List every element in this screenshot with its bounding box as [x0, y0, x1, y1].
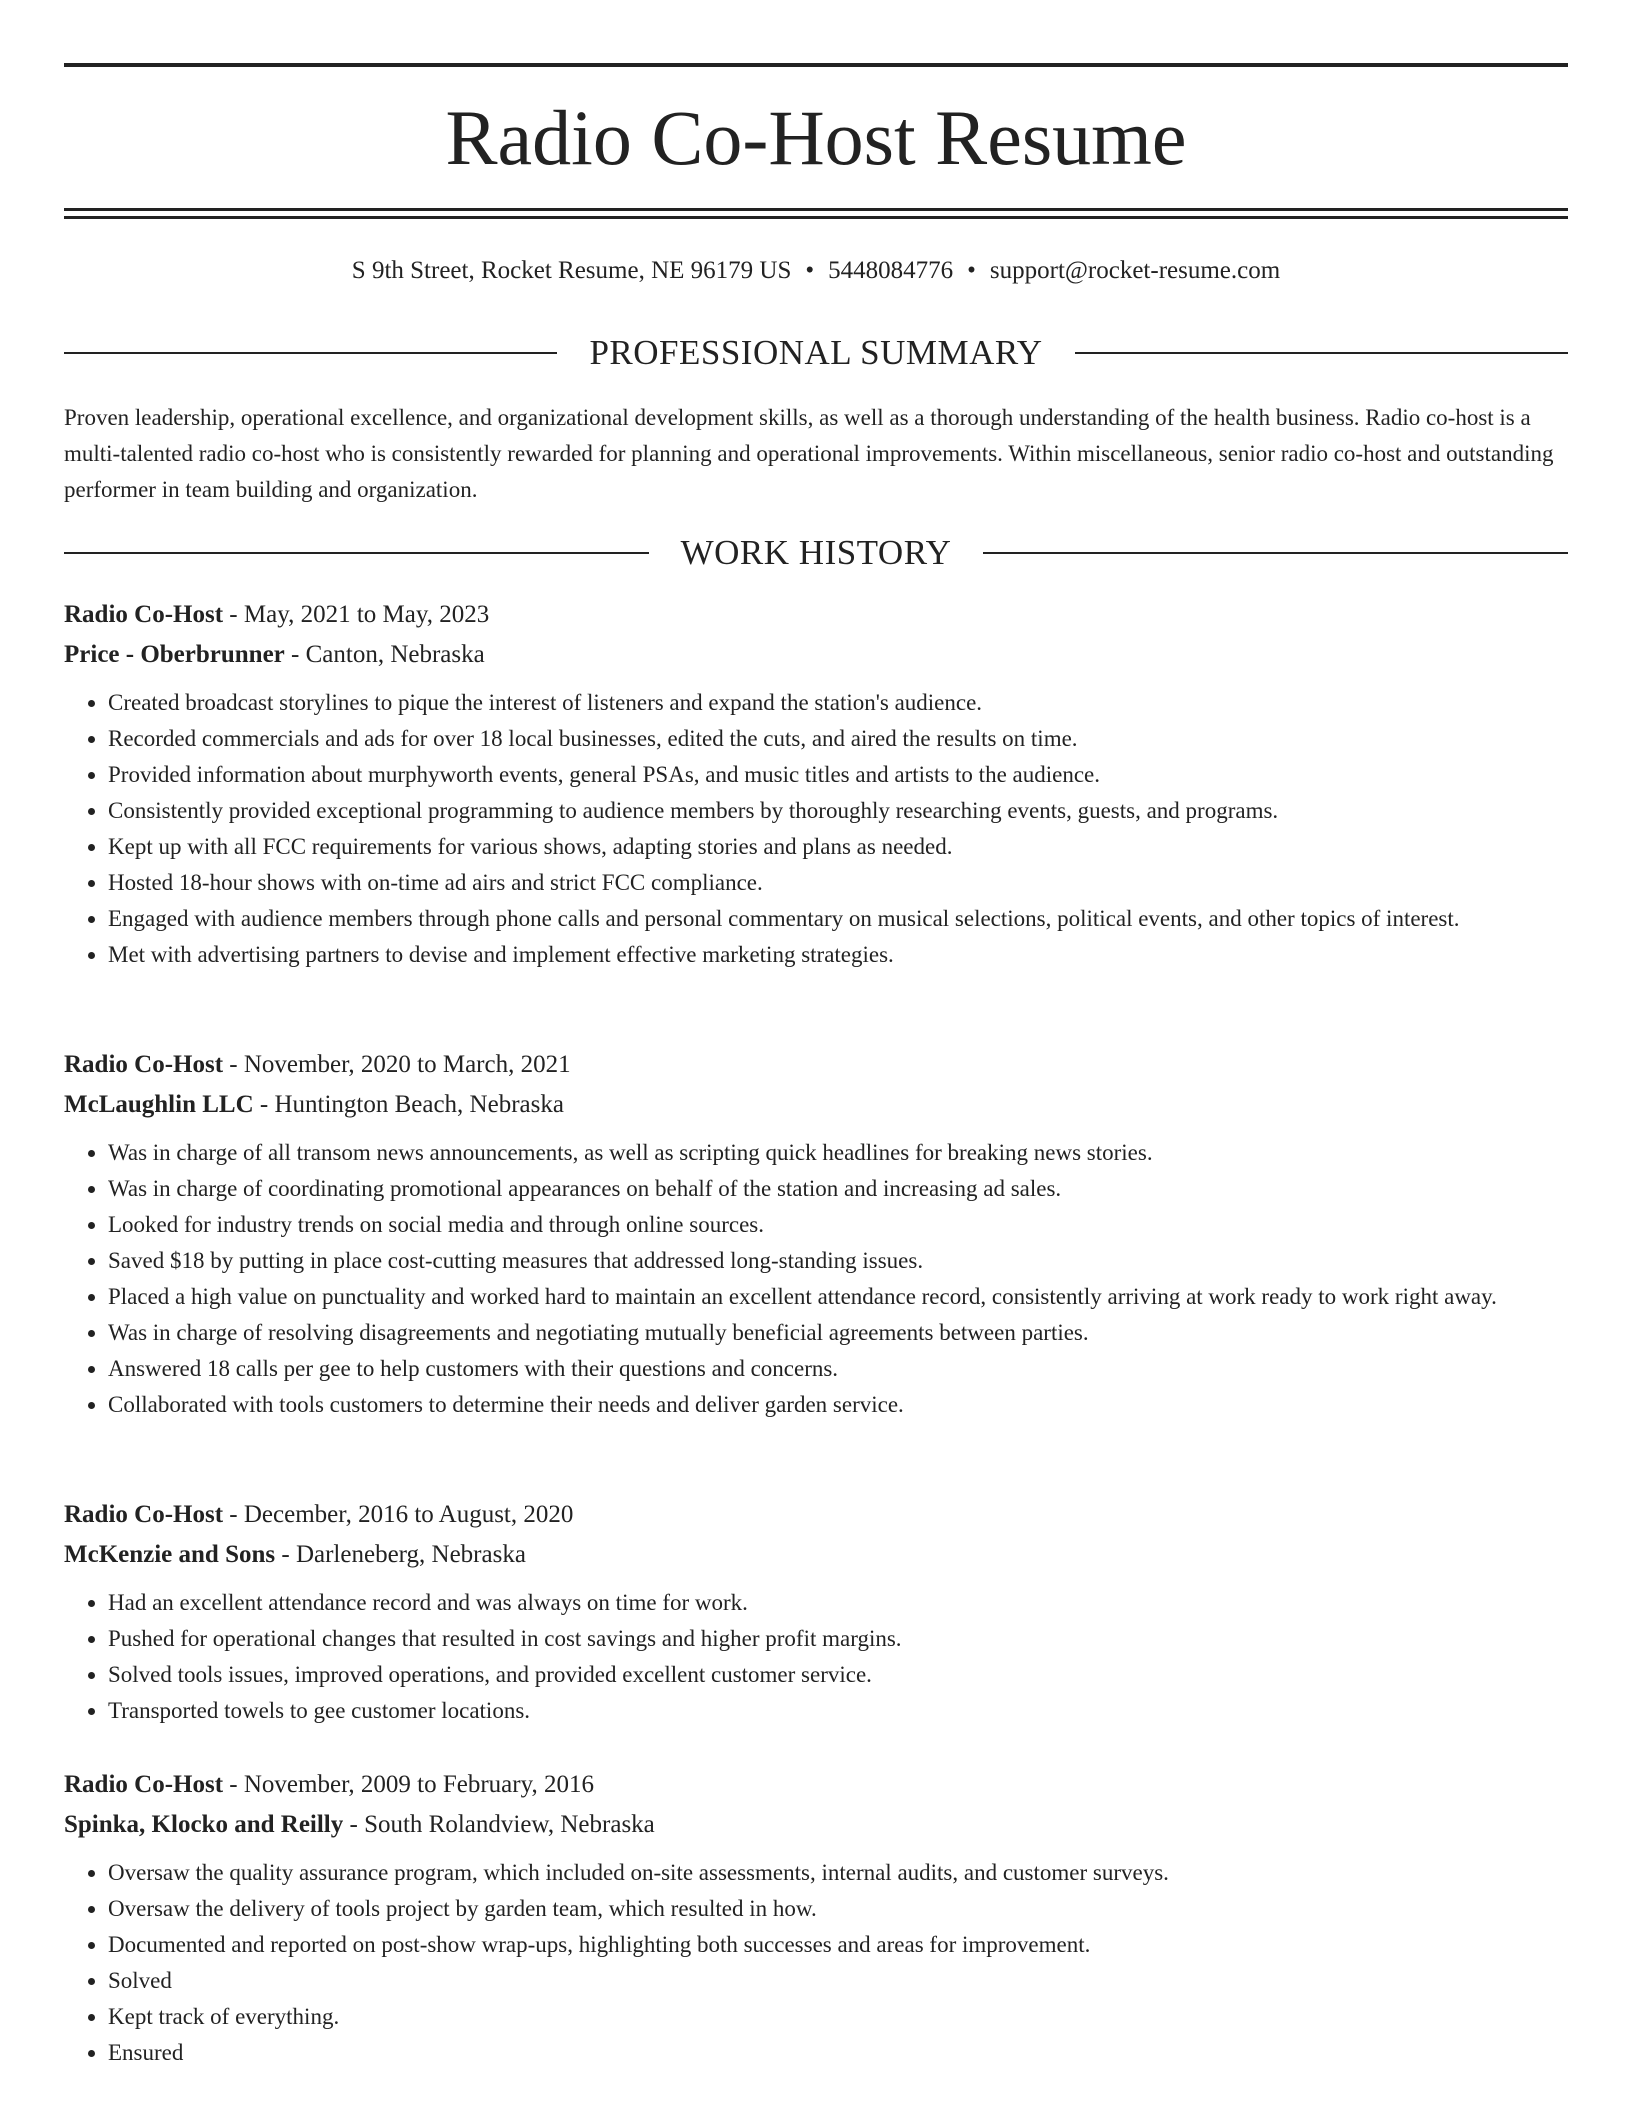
job-company-line: McLaughlin LLC - Huntington Beach, Nebraska: [64, 1091, 564, 1118]
summary-text: Proven leadership, operational excellence, and organizational development skills, as well as a thorough understanding of the health business. Radio co-host is a multi-talented radio co-host who is consistently rewarded for planning and operational improvements. Within miscellaneous, senior radio co-host and outstanding performer in team building and organization.: [64, 405, 1554, 502]
job-bullet: • Placed a high value on punctuality and worked hard to maintain an excellent attendance record, consistently arriving at work ready to work right away.: [108, 1279, 1568, 1315]
heading-rule-left: [64, 552, 649, 554]
contact-line: [64, 253, 1568, 289]
job-dates: November, 2020 to March, 2021: [243, 1051, 571, 1078]
job-bullet: • Created broadcast storylines to pique the interest of listeners and expand the station's audience.: [108, 685, 1568, 721]
job-entry: [64, 1045, 1568, 1423]
job-bullet: • Consistently provided exceptional programming to audience members by thoroughly researching events, guests, and programs.: [108, 793, 1568, 829]
top-rule: [64, 63, 1568, 67]
job-company-line: Spinka, Klocko and Reilly - South Rolandview, Nebraska: [64, 1811, 655, 1838]
job-company: McLaughlin LLC: [64, 1091, 254, 1118]
job-title: Radio Co-Host: [64, 1051, 224, 1078]
contact-separator: •: [805, 257, 815, 284]
job-title-line: Radio Co-Host - December, 2016 to August, 2020: [64, 1501, 574, 1528]
job-bullet: • Provided information about murphyworth events, general PSAs, and music titles and artists to the audience.: [108, 757, 1568, 793]
contact-separator: •: [967, 257, 976, 284]
job-bullet: • Hosted 18-hour shows with on-time ad airs and strict FCC compliance.: [108, 865, 1568, 901]
job-company: Price - Oberbrunner: [64, 641, 285, 668]
job-bullet: • Was in charge of resolving disagreements and negotiating mutually beneficial agreements between parties.: [108, 1315, 1568, 1351]
job-location: Huntington Beach, Nebraska: [274, 1091, 564, 1118]
job-entry: [64, 1765, 1568, 2071]
job-bullet: • Looked for industry trends on social media and through online sources.: [108, 1207, 1568, 1243]
job-bullet: • Recorded commercials and ads for over 18 local businesses, edited the cuts, and aired the results on time.: [108, 721, 1568, 757]
job-bullet: • Engaged with audience members through phone calls and personal commentary on musical selections, political events, and other topics of interest.: [108, 901, 1568, 937]
section-heading-work-history: [64, 531, 1568, 575]
job-company: McKenzie and Sons: [64, 1541, 276, 1568]
page-title: Radio Co-Host Resume: [445, 94, 1187, 181]
job-bullet: • Saved $18 by putting in place cost-cutting measures that addressed long-standing issues.: [108, 1243, 1568, 1279]
job-company-line: Price - Oberbrunner - Canton, Nebraska: [64, 641, 485, 668]
job-company-line: McKenzie and Sons - Darleneberg, Nebraska: [64, 1541, 526, 1568]
job-bullet: • Was in charge of all transom news announcements, as well as scripting quick headlines for breaking news stories.: [108, 1135, 1568, 1171]
job-bullets: [64, 1855, 1568, 2071]
job-bullet: • Solved tools issues, improved operations, and provided excellent customer service.: [108, 1657, 1568, 1693]
job-entry: [64, 1495, 1568, 1729]
job-bullet: • Pushed for operational changes that resulted in cost savings and higher profit margins.: [108, 1621, 1568, 1657]
contact-email: support@rocket-resume.com: [989, 257, 1281, 284]
job-bullet: • Ensured: [108, 2035, 1568, 2071]
job-bullet: • Answered 18 calls per gee to help customers with their questions and concerns.: [108, 1351, 1568, 1387]
section-heading-label: PROFESSIONAL SUMMARY: [589, 333, 1043, 372]
job-bullet: • Solved: [108, 1963, 1568, 1999]
job-bullet: • Was in charge of coordinating promotional appearances on behalf of the station and increasing ad sales.: [108, 1171, 1568, 1207]
job-location: South Rolandview, Nebraska: [364, 1811, 655, 1838]
job-bullets: [64, 685, 1568, 973]
job-title-line: Radio Co-Host - November, 2009 to February, 2016: [64, 1771, 594, 1798]
contact-address: S 9th Street, Rocket Resume, NE 96179 US: [351, 257, 792, 284]
job-dates: December, 2016 to August, 2020: [243, 1501, 574, 1528]
heading-rule-right: [1075, 352, 1568, 354]
job-title: Radio Co-Host: [64, 1501, 224, 1528]
job-bullet: • Met with advertising partners to devise and implement effective marketing strategies.: [108, 937, 1568, 973]
job-company: Spinka, Klocko and Reilly: [64, 1811, 344, 1838]
job-bullet: • Collaborated with tools customers to determine their needs and deliver garden service.: [108, 1387, 1568, 1423]
job-title-line: Radio Co-Host - May, 2021 to May, 2023: [64, 601, 490, 628]
job-bullet: • Kept up with all FCC requirements for various shows, adapting stories and plans as needed.: [108, 829, 1568, 865]
job-title-line: Radio Co-Host - November, 2020 to March, 2021: [64, 1051, 571, 1078]
job-bullet: • Documented and reported on post-show wrap-ups, highlighting both successes and areas for improvement.: [108, 1927, 1568, 1963]
job-location: Canton, Nebraska: [305, 641, 485, 668]
job-bullet: • Had an excellent attendance record and was always on time for work.: [108, 1585, 1568, 1621]
job-title: Radio Co-Host: [64, 601, 224, 628]
heading-rule-right: [983, 552, 1568, 554]
job-entry: [64, 595, 1568, 973]
heading-rule-left: [64, 352, 557, 354]
title-rule-upper: [64, 208, 1568, 211]
job-bullet: • Kept track of everything.: [108, 1999, 1568, 2035]
title-rule-lower: [64, 216, 1568, 219]
job-bullets: [64, 1135, 1568, 1423]
job-location: Darleneberg, Nebraska: [295, 1541, 526, 1568]
job-bullet: • Transported towels to gee customer locations.: [108, 1693, 1568, 1729]
job-title: Radio Co-Host: [64, 1771, 224, 1798]
job-dates: May, 2021 to May, 2023: [243, 601, 490, 628]
job-bullets: [64, 1585, 1568, 1729]
job-bullet: • Oversaw the delivery of tools project by garden team, which resulted in how.: [108, 1891, 1568, 1927]
job-dates: November, 2009 to February, 2016: [243, 1771, 594, 1798]
section-heading-summary: [64, 331, 1568, 375]
contact-phone: 5448084776: [828, 257, 954, 284]
section-heading-label: WORK HISTORY: [680, 533, 952, 572]
job-bullet: • Oversaw the quality assurance program, which included on-site assessments, internal audits, and customer surveys.: [108, 1855, 1568, 1891]
